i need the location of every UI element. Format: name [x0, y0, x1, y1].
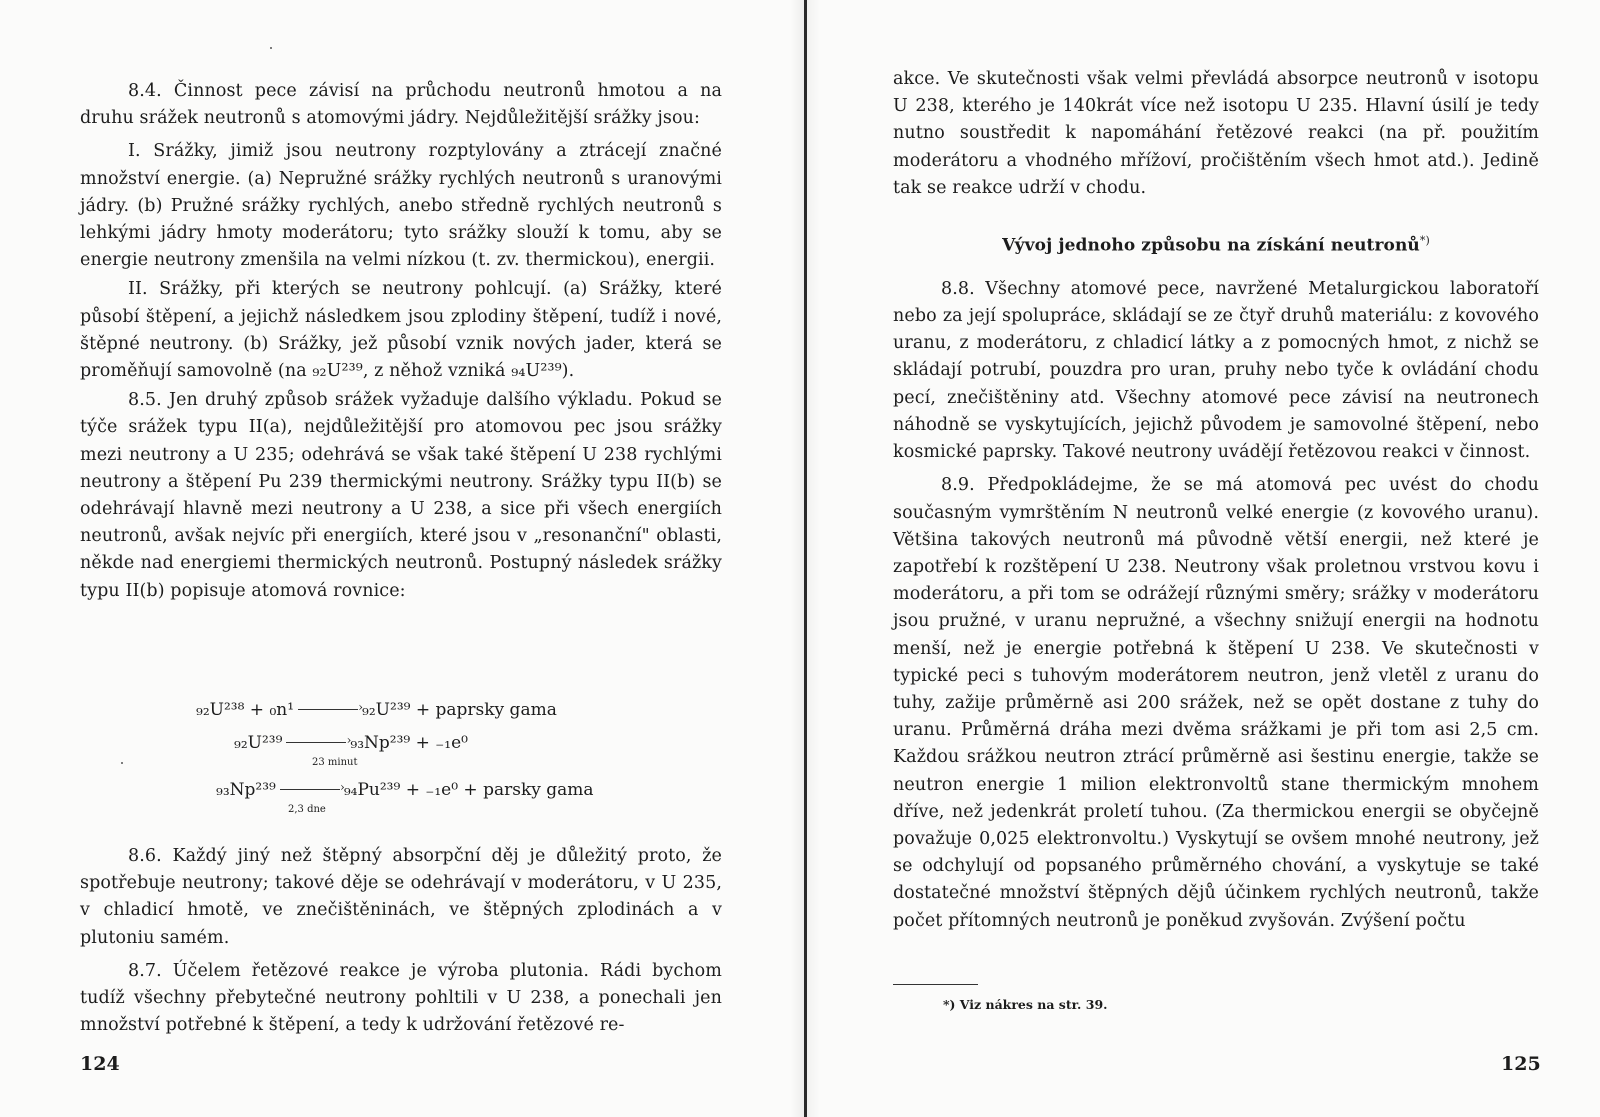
- equation-3-half-life: 2,3 dne: [288, 804, 326, 815]
- equation-1-lhs: ₉₂U²³⁸ + ₀n¹: [196, 700, 295, 720]
- page-number-right: 125: [1501, 1053, 1541, 1075]
- section-heading-text: Vývoj jednoho způsobu na získání neutronů: [1002, 235, 1420, 256]
- footnote-rule: [893, 984, 978, 985]
- paragraph-8-9: 8.9. Předpokládejme, že se má atomová pec uvést do chodu současným vymrštěním N neutronů velké energie (z kovového uranu). Většina takových neutronů má původně větší energii, než které je zapotřebí k rozštěpení U 238. Neutrony však proletnou vrstvou kovu i moderátoru, a při tom se odrážejí různými směry; srážky v moderátoru jsou pružné, v uranu nepružné, a všechny snižují energii na hodnotu menší, než je energie potřebná k štěpení U 238. Ve skutečnosti v typické peci s tuhovým moderátorem neutron, jenž vletěl z uranu do tuhy, zažije průměrně asi 200 srážek, než se opět dostane z tuhy do uranu. Průměrná dráha mezi dvěma srážkami je při tom asi 2,5 cm. Každou srážkou neutron ztrácí průměrně asi šestinu energie, takže se neutron energie 1 milion elektronvoltů stane thermickým mnohem dříve, než jedenkrát proletí tuhou. (Za thermickou energii se obyčejně považuje 0,025 elektronvoltu.) Vyskytují se ovšem mnohé neutrony, jež se odchylují od popsaného průměrného chování, a vyskytuje se také dostatečné množství štěpných dějů účinkem rychlých neutronů, takže počet přítomných neutronů je poněkud zvyšován. Zvýšení počtu: [893, 475, 1539, 931]
- equation-2-lhs: ₉₂U²³⁹: [234, 733, 283, 753]
- equation-3-lhs: ₉₃Np²³⁹: [216, 780, 276, 800]
- paragraph-8-8: 8.8. Všechny atomové pece, navržené Metalurgickou laboratoří nebo za její spolupráce, skládají se ze čtyř druhů materiálu: z kovového uranu, z moderátoru, z chladicí látky a z pomocných hmot, z nichž se skládají potrubí, pouzdra pro uran, pruhy nebo tyče k ovládání chodu pecí, znečištěniny atd. Všechny atomové pece závisí na neutronech náhodně se vyskytujících, jejichž původem je samovolné štěpení, nebo kosmické paprsky. Takové neutrony uvádějí řetězovou reakci v činnost.: [893, 278, 1539, 463]
- reaction-arrow: [286, 742, 346, 743]
- reaction-arrow: [298, 709, 358, 710]
- equation-2: [234, 733, 468, 768]
- nuclear-equations: [190, 700, 690, 830]
- paragraph-8-4: 8.4. Činnost pece závisí na průchodu neutronů hmotou a na druhu srážek neutronů s atomovými jádry. Nejdůležitější srážky jsou:: [80, 81, 722, 129]
- footnote-marker: *): [1419, 234, 1430, 248]
- paragraph-8-5: 8.5. Jen druhý způsob srážek vyžaduje dalšího výkladu. Pokud se týče srážek typu II(a), nejdůležitější pro atomovou pec jsou srážky mezi neutrony a U 235; odehrává se však také štěpení U 238 rychlými neutrony a štěpení Pu 239 thermickými neutrony. Srážky typu II(b) se odehrávají hlavně mezi neutrony a U 238, a sice při všech energiích neutronů, avšak nejvíc při energiích, které jsou v „resonanční" oblasti, někde nad energiemi thermických neutronů. Postupný následek srážky typu II(b) popisuje atomová rovnice:: [80, 390, 722, 601]
- footnote: *) Viz nákres na str. 39.: [943, 997, 1108, 1012]
- page-number-left: 124: [80, 1053, 120, 1075]
- equation-3-rhs: ₉₄Pu²³⁹ + ₋₁e⁰ + parsky gama: [343, 780, 594, 800]
- equation-1: [196, 700, 557, 720]
- section-heading: [893, 227, 1539, 260]
- paragraph-8-7: 8.7. Účelem řetězové reakce je výroba plutonia. Rádi bychom tudíž všechny přebytečné neutrony pohltili v U 238, a ponechali jen množství potřebné k štěpení, a tedy k udržování řetězové re-: [80, 960, 722, 1036]
- left-page-text: [80, 78, 722, 605]
- equation-1-rhs: ₉₂U²³⁹ + paprsky gama: [362, 700, 557, 720]
- equation-3: [216, 780, 594, 815]
- paragraph-continuation: akce. Ve skutečnosti však velmi převládá absorpce neutronů v isotopu U 238, kterého je 140krát více než isotopu U 235. Hlavní úsilí je tedy nutno soustředit k napomáhání řetězové reakci (na př. použitím moderátoru a vhodného mřížoví, pročištěním všech hmot atd.). Jedině tak se reakce udrží v chodu.: [893, 69, 1539, 198]
- paragraph-8-6: 8.6. Každý jiný než štěpný absorpční děj je důležitý proto, že spotřebuje neutrony; takové děje se odehrávají v moderátoru, v U 235, v chladicí hmotě, ve znečištěninách, ve štěpných zplodinách a v plutoniu samém.: [80, 846, 722, 948]
- equation-2-rhs: ₉₃Np²³⁹ + ₋₁e⁰: [350, 733, 468, 753]
- reaction-arrow: [280, 789, 340, 790]
- left-page-text-lower: [80, 843, 722, 1039]
- paragraph-collisions-ii: II. Srážky, při kterých se neutrony pohlcují. (a) Srážky, které působí štěpení, a jejichž následkem jsou zplodiny štěpení, tudíž i nové, štěpné neutrony. (b) Srážky, jež působí vznik nových jader, která se proměňují samovolně (na ₉₂U²³⁹, z něhož vzniká ₉₄U²³⁹).: [80, 279, 722, 382]
- dust-speck: [121, 762, 123, 764]
- right-page: [807, 0, 1600, 1117]
- right-page-text: [893, 66, 1539, 935]
- paragraph-collisions-i: I. Srážky, jimiž jsou neutrony rozptylovány a ztrácejí značné množství energie. (a) Nepružné srážky rychlých neutronů s uranovými jádry. (b) Pružné srážky rychlých, anebo středně rychlých neutronů s lehkými jádry hmoty moderátoru; tyto srážky slouží k tomu, aby se energie neutrony zmenšila na velmi nízkou (t. zv. thermickou), energii.: [80, 141, 722, 271]
- dust-speck: [270, 47, 272, 49]
- equation-2-half-life: 23 minut: [312, 757, 358, 768]
